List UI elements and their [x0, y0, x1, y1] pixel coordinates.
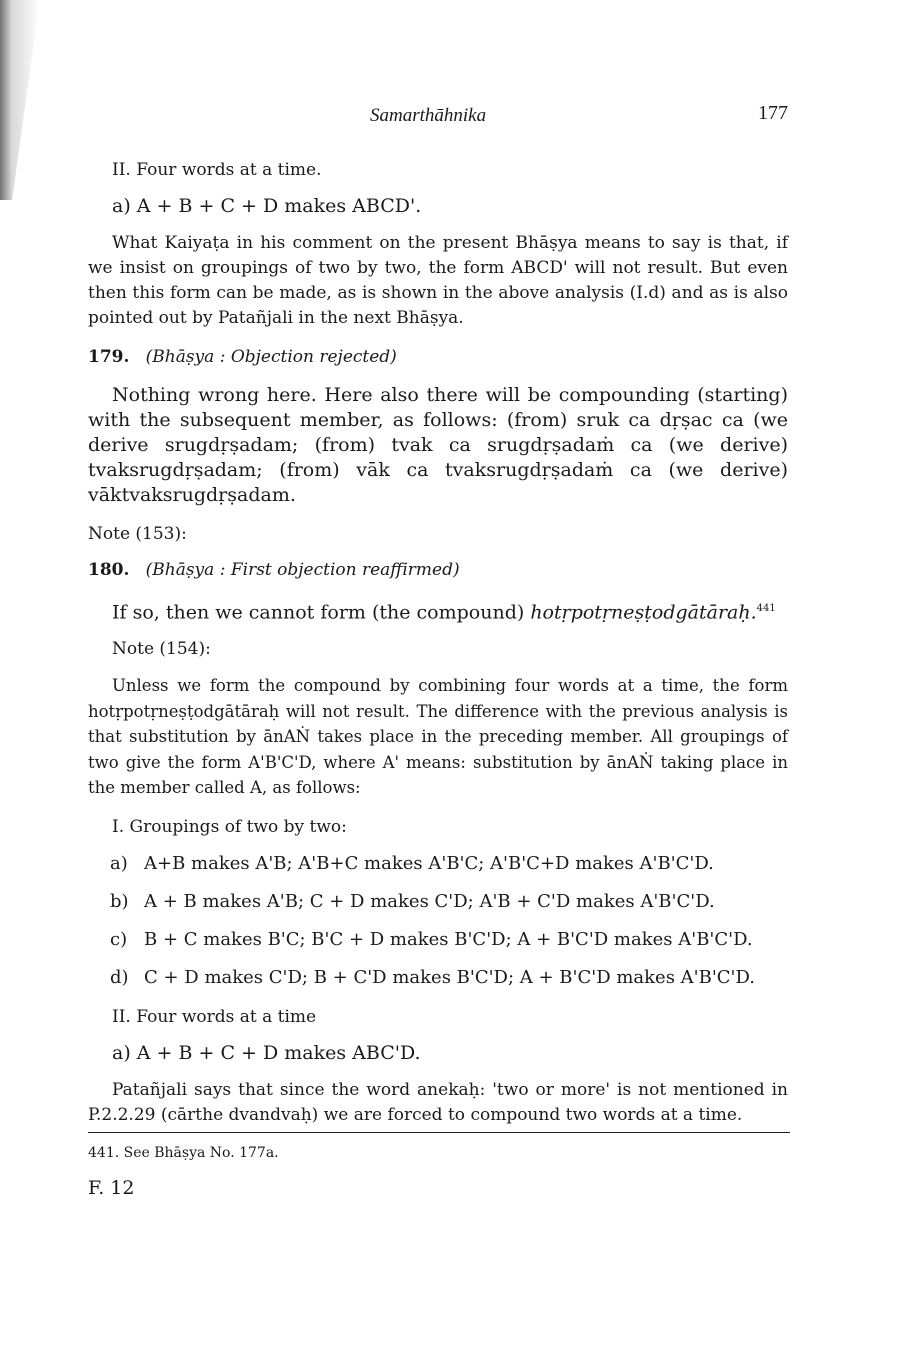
grouping-item-text: C + D makes C'D; B + C'D makes B'C'D; A + B'C'D makes A'B'C'D.	[144, 966, 756, 988]
bhasya-180-paragraph: Unless we form the compound by combining four words at a time, the form hotṛpotṛneṣṭodgātāraḥ will not result. The difference with the previous analysis is that substitution by ānAṄ takes place in the preceding member. All groupings of two give the form A'B'C'D, where A' means: substitution by ānAṄ taking place in the member called A, as follows:	[88, 676, 788, 798]
footnote-ref-441: 441	[756, 603, 776, 614]
section-2-paragraph: Patañjali says that since the word anekaḥ: 'two or more' is not mentioned in P.2.2.29 (cārthe dvandvaḥ) we are forced to compound two words at a time.	[88, 1079, 788, 1125]
grouping-item-text: A + B makes A'B; C + D makes C'D; A'B + C'D makes A'B'C'D.	[144, 890, 715, 912]
footnote-divider	[88, 1132, 790, 1133]
groupings-heading: I. Groupings of two by two:	[112, 816, 347, 837]
bhasya-180-heading	[88, 558, 788, 582]
section-2-item-a	[88, 1041, 788, 1066]
note-153: Note (153):	[88, 524, 187, 544]
grouping-item-text: A+B makes A'B; A'B+C makes A'B'C; A'B'C+D makes A'B'C'D.	[144, 852, 714, 874]
bhasya-179-heading	[88, 345, 788, 369]
grouping-item	[88, 965, 788, 991]
grouping-item-label: c)	[110, 928, 128, 950]
bhasya-180-text-1: If so, then we cannot form (the compound)	[112, 601, 531, 624]
section-2-heading: II. Four words at a time	[112, 1006, 317, 1027]
section-1-heading: II. Four words at a time.	[112, 160, 322, 180]
bhasya-180-text	[88, 596, 788, 625]
bhasya-180-number: 180.	[88, 560, 130, 580]
bhasya-180-compound: hotṛpotṛneṣṭodgātāraḥ.	[530, 601, 757, 624]
note-154: Note (154):	[112, 639, 211, 660]
grouping-item	[88, 889, 788, 915]
section-2-item-a-text: A + B + C + D makes ABC'D.	[136, 1041, 421, 1064]
bhasya-179-text: Nothing wrong here. Here also there will be compounding (starting) with the subsequent member, as follows: (from) sruk ca dṛṣac ca (we derive srugdṛṣadam; (from) tvak ca srugdṛṣadaṁ ca (we derive) tvaksrugdṛṣadam; (from) vāk ca tvaksrugdṛṣadaṁ ca (we derive) vāktvaksrugdṛṣadam.	[88, 384, 788, 506]
grouping-item	[88, 927, 788, 953]
grouping-item-label: b)	[110, 890, 129, 912]
bhasya-179-number: 179.	[88, 347, 130, 367]
signature-mark: F. 12	[88, 1176, 135, 1199]
groupings-list	[88, 851, 788, 991]
running-head	[88, 100, 788, 130]
grouping-item	[88, 851, 788, 877]
section-1-item-a-label: a)	[112, 195, 131, 217]
section-1-item-a-text: A + B + C + D makes ABCD'.	[136, 195, 422, 217]
bhasya-179-label: (Bhāṣya : Objection rejected)	[145, 347, 397, 367]
section-1-item-a	[88, 194, 788, 219]
bhasya-180-label: (Bhāṣya : First objection reaffirmed)	[145, 560, 460, 580]
section-1-paragraph: What Kaiyaṭa in his comment on the present Bhāṣya means to say is that, if we insist on groupings of two by two, the form ABCD' will not result. But even then this form can be made, as is shown in the above analysis (I.d) and as is also pointed out by Patañjali in the next Bhāṣya.	[88, 233, 788, 328]
footnote-441: 441. See Bhāṣya No. 177a.	[88, 1144, 279, 1161]
grouping-item-text: B + C makes B'C; B'C + D makes B'C'D; A + B'C'D makes A'B'C'D.	[144, 928, 753, 950]
scan-edge-shadow	[0, 0, 40, 200]
section-2-item-a-label: a)	[112, 1041, 131, 1064]
grouping-item-label: a)	[110, 852, 128, 874]
grouping-item-label: d)	[110, 966, 129, 988]
page-body	[88, 100, 788, 1199]
running-title: Samarthāhnika	[370, 105, 487, 126]
page-number: 177	[758, 102, 788, 124]
